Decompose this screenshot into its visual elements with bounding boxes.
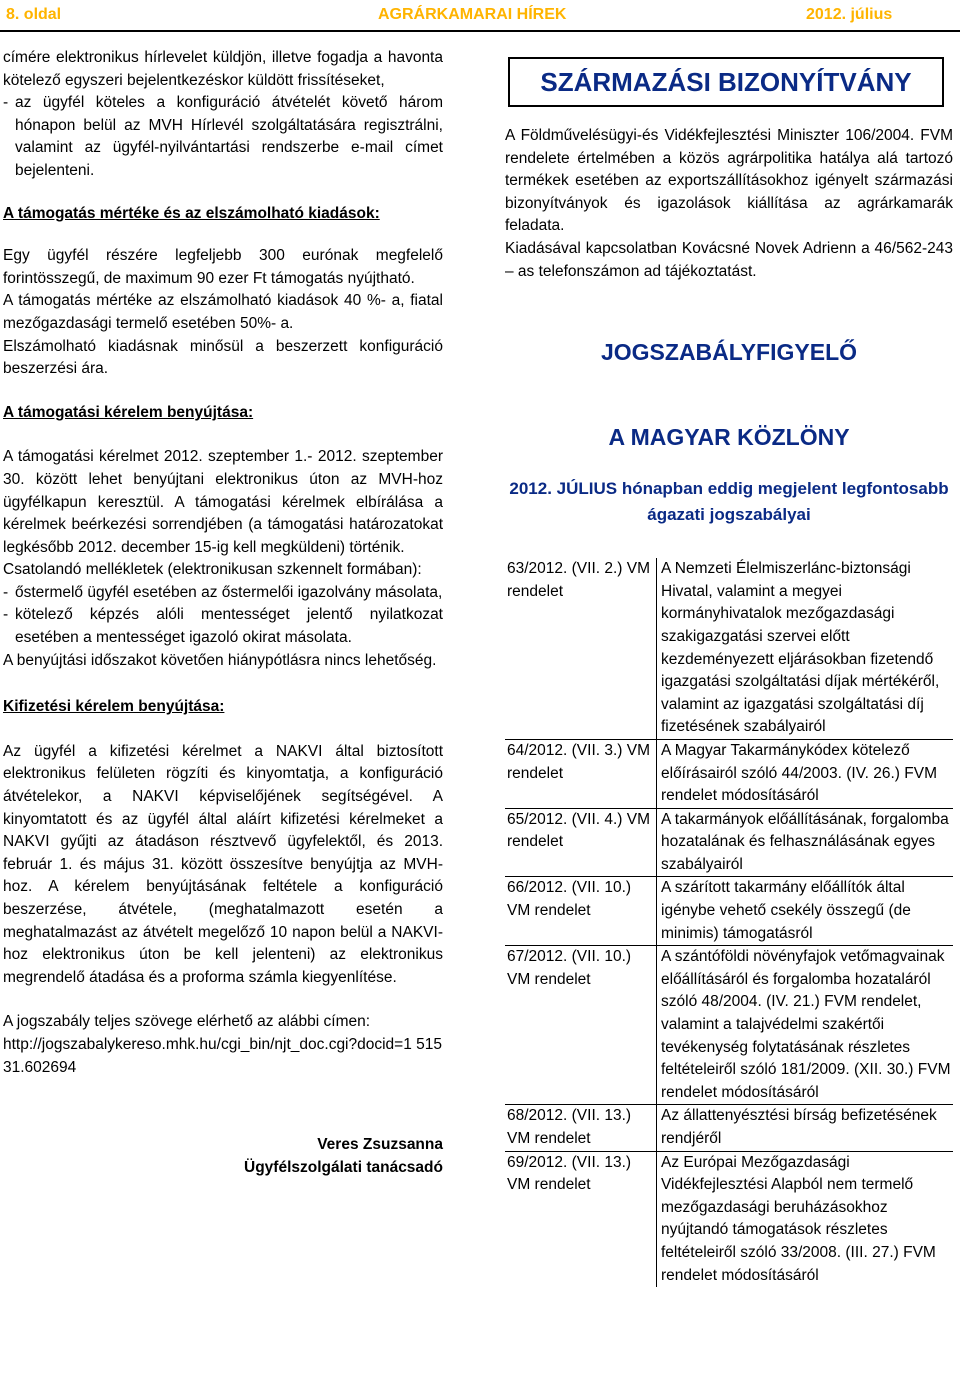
paragraph: Csatolandó mellékletek (elektronikusan szkennelt formában): — [3, 561, 422, 579]
bullet-dash: - — [3, 583, 9, 601]
law-description: A Nemzeti Élelmiszerlánc-biztonsági Hivatal, valamint a megyei kormányhivatalok mezőgazdasági szakigazgatási szervei előtt kezdeményezett eljárásokban fizetendő igazgatási szolgáltatási díjak mértékéről, valamint az igazgatási szolgáltatási díj fizetésének szabályairól — [657, 558, 953, 740]
law-description: Az Európai Mezőgazdasági Vidékfejlesztési Alapból nem termelő mezőgazdasági beruházásokhoz nyújtandó támogatások részletes feltételeiről szóló 33/2008. (III. 27.) FVM rendelet módosításáról — [661, 1153, 936, 1284]
law-id: 65/2012. (VII. 4.) VM rendelet — [505, 809, 657, 878]
intro-paragraph: címére elektronikus hírlevelet küldjön, illetve fogadja a havonta kötelező egyszeri bejelentkezéskor küldött frissítéseket, — [3, 49, 443, 89]
list-item-text: az ügyfél köteles a konfiguráció átvételét követő három hónapon belül az MVH Hírlevél szolgáltatására regisztrálni, valamint az ügyfél-nyilvántartási rendszerbe e-mail címet bejelenteni. — [15, 94, 443, 179]
page-number: 8. oldal — [6, 6, 62, 23]
paragraph: A benyújtási időszakot követően hiánypótlásra nincs lehetőség. — [3, 651, 437, 669]
law-table — [505, 558, 953, 1287]
section-heading: A támogatási kérelem benyújtása: — [3, 403, 254, 421]
paragraph: Kiadásával kapcsolatban Kovácsné Novek Adrienn a 46/562-243 – as telefonszámon ad tájékoztatást. — [505, 239, 953, 280]
section-heading: Kifizetési kérelem benyújtása: — [3, 698, 225, 716]
publication-title: AGRÁRKAMARAI HÍREK — [378, 6, 567, 23]
bullet-dash: - — [3, 606, 9, 624]
url-link[interactable]: http://jogszabalykereso.mhk.hu/cgi_bin/njt_doc.cgi?docid=1 51531.602694 — [3, 1035, 443, 1076]
right-column — [505, 47, 953, 1287]
law-id: 69/2012. (VII. 13.) VM rendelet — [505, 1152, 657, 1288]
paragraph: A jogszabály teljes szövege elérhető az alábbi címen: — [3, 1013, 371, 1031]
law-id: 68/2012. (VII. 13.) VM rendelet — [505, 1105, 657, 1151]
boxed-title: SZÁRMAZÁSI BIZONYÍTVÁNY — [508, 57, 944, 107]
law-id: 63/2012. (VII. 2.) VM rendelet — [505, 558, 657, 740]
paragraph: Egy ügyfél részére legfeljebb 300 eurónak megfelelő forintösszegű, de maximum 90 ezer Ft támogatás nyújtható. — [3, 247, 443, 287]
list-item — [3, 604, 443, 649]
section-title: JOGSZABÁLYFIGYELŐ — [600, 339, 858, 366]
section-subtitle: 2012. JÚLIUS hónapban eddig megjelent legfontosabb ágazati jogszabályai — [509, 479, 949, 525]
paragraph: A Földművelésügyi-és Vidékfejlesztési Miniszter 106/2004. FVM rendelete értelmében a közös agrárpolitika hatálya alá tartozó termékek esetében az exportszállításokhoz igényelt származási bizonyítványok és igazolások kiállítása az agrárkamarák feladata. — [505, 127, 953, 235]
bullet-dash: - — [3, 94, 9, 112]
law-description: A szárított takarmány előállítók által igénybe vehető csekély összegű (de minimis) támogatásról — [657, 877, 953, 946]
law-id: 64/2012. (VII. 3.) VM rendelet — [505, 740, 657, 809]
paragraph: Elszámolható kiadásnak minősül a beszerzett konfiguráció beszerzési ára. — [3, 337, 443, 378]
law-description: A szántóföldi növényfajok vetőmagvainak előállításáról és forgalomba hozataláról szóló 48/2004. (IV. 21.) FVM rendelet, valamint a talajvédelmi szakértői tevékenység folytatásának részletes feltételeiről szóló 181/2009. (XII. 30.) FVM rendelet módosításáról — [657, 946, 953, 1105]
law-description: A takarmányok előállításának, forgalomba hozatalának és felhasználásának egyes szabályairól — [657, 809, 953, 878]
signature-title: Ügyfélszolgálati tanácsadó — [244, 1158, 443, 1176]
subsection-title: A MAGYAR KÖZLÖNY — [608, 424, 850, 451]
signature-name: Veres Zsuzsanna — [317, 1136, 443, 1154]
paragraph: A támogatási kérelmet 2012. szeptember 1.- 2012. szeptember 30. között lehet benyújtani elektronikus úton az MVH-hoz ügyfélkapun keresztül. A támogatási kérelmek elbírálása a kérelmek beérkezési sorrendjében (a támogatási határozatokat legkésőbb 2012. december 15-ig kell megküldeni) történik. — [3, 448, 443, 556]
law-description: A Magyar Takarmánykódex kötelező előírásairól szóló 44/2003. (IV. 26.) FVM rendelet módosításáról — [657, 740, 953, 809]
left-column — [3, 47, 443, 1179]
page-header — [0, 0, 960, 32]
law-id: 66/2012. (VII. 10.) VM rendelet — [505, 877, 657, 946]
paragraph: Az ügyfél a kifizetési kérelmet a NAKVI által biztosított elektronikus felületen rögzíti és kinyomtatja, a konfiguráció átvételekor, a NAKVI képviselőjének segítségével. A kinyomtatott és az ügyfél által aláírt kifizetési kérelmeket a NAKVI gyűjti az átadáson résztvevő ügyfelektől, és 2013. február 1. és május 31. között összesítve benyújtja az MVH-hoz. A kérelem benyújtásának feltétele a konfiguráció beszerzése, átvétele, (meghatalmazott esetén a meghatalmazást az átvételt megelőző 10 napon belül a NAKVI-hoz elektronikus úton be kell jelenteni) az elektronikus megrendelő átadása és a proforma számla kiegyenlítése. — [3, 742, 443, 986]
list-item — [3, 582, 443, 605]
law-id: 67/2012. (VII. 10.) VM rendelet — [505, 946, 657, 1105]
issue-date: 2012. július — [806, 6, 893, 23]
section-heading: A támogatás mértéke és az elszámolható kiadások: — [3, 204, 380, 222]
paragraph: A támogatás mértéke az elszámolható kiadások 40 %- a, fiatal mezőgazdasági termelő esetében 50%- a. — [3, 292, 443, 332]
law-description: Az állattenyésztési bírság befizetésének rendjéről — [657, 1105, 953, 1151]
list-item-text: kötelező képzés alóli mentességet jelentő nyilatkozat esetében a mentességet igazoló okirat másolata. — [15, 606, 443, 647]
list-item-text: őstermelő ügyfél esetében az őstermelői igazolvány másolata, — [15, 583, 443, 601]
list-item — [3, 92, 443, 182]
